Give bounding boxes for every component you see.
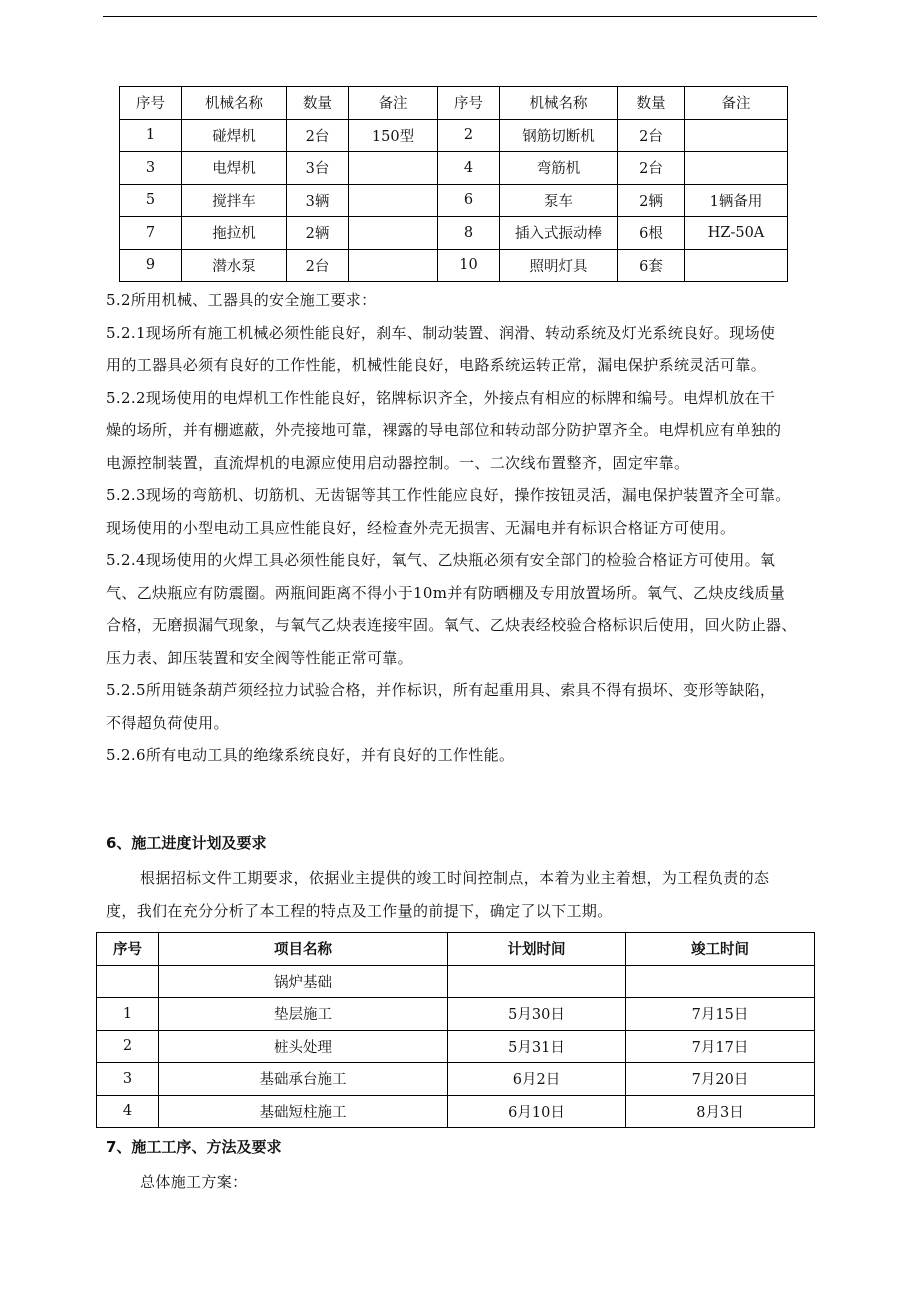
table-row <box>120 119 788 152</box>
table-cell: 6月2日 <box>448 1063 626 1096</box>
table-cell: 5月30日 <box>448 998 626 1031</box>
table-cell <box>685 119 788 152</box>
table-cell: 钢筋切断机 <box>500 119 618 152</box>
equipment-table <box>119 86 788 282</box>
table-row <box>97 998 815 1031</box>
table-cell <box>626 965 815 998</box>
group-label: 锅炉基础 <box>159 965 448 998</box>
header-cell: 备注 <box>349 87 438 120</box>
paragraph-line: 不得超负荷使用。 <box>106 713 229 732</box>
table-cell <box>685 249 788 282</box>
table-cell: 1 <box>120 119 182 152</box>
table-cell: 10 <box>438 249 500 282</box>
paragraph-line: 5.2.3现场的弯筋机、切筋机、无齿锯等其工作性能应良好，操作按钮灵活，漏电保护装置齐全可靠。 <box>106 486 791 504</box>
table-cell: 3 <box>97 1063 159 1096</box>
table-cell: 潜水泵 <box>182 249 287 282</box>
table-row <box>97 1063 815 1096</box>
table-cell: 7月17日 <box>626 1030 815 1063</box>
table-cell: 泵车 <box>500 184 618 217</box>
paragraph-line: 度，我们在充分分析了本工程的特点及工作量的前提下，确定了以下工期。 <box>106 902 613 920</box>
header-cell: 项目名称 <box>159 933 448 966</box>
header-cell: 数量 <box>618 87 685 120</box>
table-cell <box>349 184 438 217</box>
table-cell: 5月31日 <box>448 1030 626 1063</box>
table-cell <box>349 152 438 185</box>
paragraph-line: 气、乙炔瓶应有防震圈。两瓶间距离不得小于10m并有防晒棚及专用放置场所。氧气、乙炔皮线质量 <box>106 583 786 602</box>
table-cell <box>349 217 438 250</box>
table-cell: 7月15日 <box>626 998 815 1031</box>
paragraph-line: 5.2.1现场所有施工机械必须性能良好，刹车、制动装置、润滑、转动系统及灯光系统良好。现场使 <box>106 323 776 342</box>
header-cell: 机械名称 <box>500 87 618 120</box>
section-6-intro-continued <box>106 895 818 928</box>
table-cell: 6套 <box>618 249 685 282</box>
paragraph-line: 5.2.2现场使用的电焊机工作性能良好，铭牌标识齐全，外接点有相应的标牌和编号。电焊机放在干 <box>106 388 776 407</box>
header-cell: 序号 <box>120 87 182 120</box>
table-cell: 7 <box>120 217 182 250</box>
table-row <box>120 249 788 282</box>
table-cell <box>97 965 159 998</box>
paragraph-line: 5.2.4现场使用的火焊工具必须性能良好，氧气、乙炔瓶必须有安全部门的检验合格证方可使用。氧 <box>106 551 776 569</box>
table-cell: 150型 <box>349 119 438 152</box>
paragraph-line: 电源控制装置，直流焊机的电源应使用启动器控制。一、二次线布置整齐，固定牢靠。 <box>106 453 690 472</box>
table-cell: 基础承台施工 <box>159 1063 448 1096</box>
table-row <box>120 152 788 185</box>
table-cell: 2台 <box>287 119 349 152</box>
table-cell: 3辆 <box>287 184 349 217</box>
schedule-table <box>96 932 815 1128</box>
table-cell: 4 <box>97 1095 159 1128</box>
header-cell: 数量 <box>287 87 349 120</box>
header-cell: 计划时间 <box>448 933 626 966</box>
paragraph-line: 合格，无磨损漏气现象，与氧气乙炔表连接牢固。氧气、乙炔表经校验合格标识后使用，回火防止器、 <box>106 616 797 634</box>
table-cell: 2辆 <box>287 217 349 250</box>
table-cell: 照明灯具 <box>500 249 618 282</box>
header-cell: 备注 <box>685 87 788 120</box>
table-cell <box>349 249 438 282</box>
table-cell: 2台 <box>618 119 685 152</box>
table-cell: 插入式振动棒 <box>500 217 618 250</box>
section-6-title: 6、施工进度计划及要求 <box>106 834 267 852</box>
table-cell: 3台 <box>287 152 349 185</box>
table-cell: 搅拌车 <box>182 184 287 217</box>
paragraph-line: 压力表、卸压装置和安全阀等性能正常可靠。 <box>106 648 414 667</box>
table-cell: 1辆备用 <box>685 184 788 217</box>
table-cell: 2 <box>438 119 500 152</box>
table-cell: 2台 <box>287 249 349 282</box>
table-cell: 3 <box>120 152 182 185</box>
paragraph-line: 用的工器具必须有良好的工作性能，机械性能良好，电路系统运转正常，漏电保护系统灵活可靠。 <box>106 356 767 374</box>
table-cell <box>685 152 788 185</box>
table-row <box>120 184 788 217</box>
table-cell: 弯筋机 <box>500 152 618 185</box>
table-header-row <box>97 933 815 966</box>
table-row <box>97 1095 815 1128</box>
table-cell: 电焊机 <box>182 152 287 185</box>
table-group-row <box>97 965 815 998</box>
table-cell: HZ-50A <box>685 217 788 250</box>
table-cell: 桩头处理 <box>159 1030 448 1063</box>
table-cell: 2台 <box>618 152 685 185</box>
section-7-intro: 总体施工方案： <box>140 1173 248 1191</box>
table-cell: 7月20日 <box>626 1063 815 1096</box>
table-cell: 6 <box>438 184 500 217</box>
table-cell: 6月10日 <box>448 1095 626 1128</box>
table-cell: 拖拉机 <box>182 217 287 250</box>
table-cell: 垫层施工 <box>159 998 448 1031</box>
paragraph-line: 现场使用的小型电动工具应性能良好，经检查外壳无损害、无漏电并有标识合格证方可使用。 <box>106 518 736 537</box>
paragraph-line: 5.2.6所有电动工具的绝缘系统良好，并有良好的工作性能。 <box>106 746 515 764</box>
table-row <box>120 217 788 250</box>
table-cell: 基础短柱施工 <box>159 1095 448 1128</box>
header-cell: 竣工时间 <box>626 933 815 966</box>
section-6-intro-line: 根据招标文件工期要求，依据业主提供的竣工时间控制点，本着为业主着想，为工程负责的态 <box>140 869 770 887</box>
section-5-2 <box>106 284 818 772</box>
table-cell: 8月3日 <box>626 1095 815 1128</box>
table-cell: 8 <box>438 217 500 250</box>
header-cell: 序号 <box>438 87 500 120</box>
section-title: 5.2所用机械、工器具的安全施工要求： <box>106 291 377 309</box>
table-cell: 9 <box>120 249 182 282</box>
header-cell: 机械名称 <box>182 87 287 120</box>
header-rule <box>103 16 817 17</box>
table-header-row <box>120 87 788 120</box>
section-7-title: 7、施工工序、方法及要求 <box>106 1138 282 1156</box>
table-cell: 6根 <box>618 217 685 250</box>
table-cell: 5 <box>120 184 182 217</box>
table-cell: 4 <box>438 152 500 185</box>
table-cell: 2 <box>97 1030 159 1063</box>
paragraph-line: 5.2.5所用链条葫芦须经拉力试验合格，并作标识，所有起重用具、索具不得有损坏、变形等缺陷， <box>106 681 776 699</box>
table-row <box>97 1030 815 1063</box>
table-cell: 2辆 <box>618 184 685 217</box>
table-cell <box>448 965 626 998</box>
table-cell: 碰焊机 <box>182 119 287 152</box>
paragraph-line: 燥的场所，并有棚遮蔽，外壳接地可靠，裸露的导电部位和转动部分防护罩齐全。电焊机应有单独的 <box>106 421 782 439</box>
table-cell: 1 <box>97 998 159 1031</box>
header-cell: 序号 <box>97 933 159 966</box>
